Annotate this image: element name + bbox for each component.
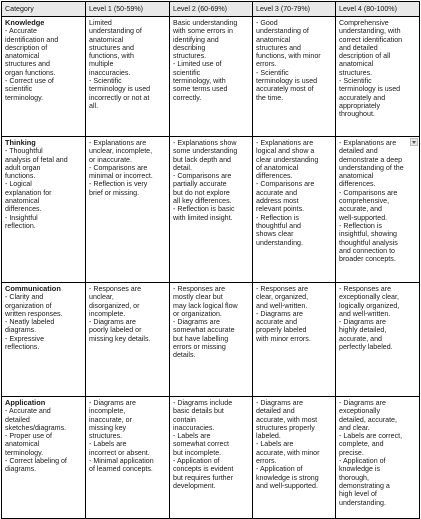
level-2-cell xyxy=(170,137,253,283)
category-criteria: - Thoughtful analysis of fetal and adult organ functions. - Logical explanation for anatomical differences. - Insightful reflection. xyxy=(5,147,68,230)
category-title: Thinking xyxy=(5,138,36,147)
level-1-text: - Explanations are unclear, incomplete, or inaccurate. - Comparisons are minimal or incorrect. - Reflection is very brief or missing. xyxy=(89,139,153,197)
category-cell xyxy=(2,17,86,137)
level-1-cell xyxy=(86,137,170,283)
table-row xyxy=(2,283,420,397)
level-4-cell xyxy=(336,283,420,397)
category-title: Knowledge xyxy=(5,18,45,27)
level-1-text: - Diagrams are incomplete, inaccurate, or missing key structures. - Labels are incorrect or absent. - Minimal application of learned concepts. xyxy=(89,399,154,474)
level-2-text: - Diagrams include basic details but contain inaccuracies. - Labels are somewhat correct but incomplete. - Application of concepts is evident but requires further development. xyxy=(173,399,234,490)
level-3-text: - Good understanding of anatomical structures and functions, with minor errors. - Scientific terminology is used accurately most of the time. xyxy=(256,19,321,102)
level-1-cell xyxy=(86,397,170,519)
category-cell xyxy=(2,137,86,283)
header-level-2: Level 2 (60-69%) xyxy=(170,2,253,17)
header-level-4: Level 4 (80-100%) xyxy=(336,2,420,17)
level-1-text: Limited understanding of anatomical structures and functions, with multiple inaccuracies. - Scientific terminology is used incorrectly or not at all. xyxy=(89,19,151,110)
header-row xyxy=(2,2,420,17)
level-4-cell xyxy=(336,17,420,137)
level-4-cell xyxy=(336,397,420,519)
level-4-text: Comprehensive understanding, with correct identification and detailed description of all anatomical structures. - Scientific terminology is used accurately and appropriately throughout. xyxy=(339,19,403,119)
category-cell xyxy=(2,397,86,519)
level-4-text: - Diagrams are exceptionally detailed, accurate, and clear. - Labels are correct, complete, and precise. - Application of knowledge is thorough, demonstrating a high level of understanding. xyxy=(339,399,403,507)
category-title: Communication xyxy=(5,284,61,293)
category-title: Application xyxy=(5,398,46,407)
level-4-cell[interactable] xyxy=(336,137,420,283)
dropdown-arrow-icon[interactable] xyxy=(410,138,418,146)
level-2-cell xyxy=(170,283,253,397)
level-3-cell xyxy=(253,137,336,283)
level-3-cell xyxy=(253,397,336,519)
category-criteria: - Accurate and detailed sketches/diagrams. - Proper use of anatomical terminology. - Correct labeling of diagrams. xyxy=(5,407,67,474)
level-3-text: - Explanations are logical and show a clear understanding of anatomical differences. - Comparisons are accurate and address most relevant points. - Reflection is thoughtful and shows clear understanding. xyxy=(256,139,319,247)
level-3-text: - Diagrams are detailed and accurate, with most structures properly labeled. - Labels are accurate, with minor errors. - Application of knowledge is strong and well-supported. xyxy=(256,399,320,490)
level-1-cell xyxy=(86,17,170,137)
level-3-cell xyxy=(253,17,336,137)
table-row xyxy=(2,137,420,283)
level-3-text: - Responses are clear, organized, and well-written. - Diagrams are accurate and properly labeled with minor errors. xyxy=(256,285,311,343)
header-category: Category xyxy=(2,2,86,17)
level-3-cell xyxy=(253,283,336,397)
category-criteria: - Clarity and organization of written responses. - Neatly labeled diagrams. - Expressive reflections. xyxy=(5,293,63,352)
level-2-cell xyxy=(170,397,253,519)
level-2-text: - Explanations show some understanding but lack depth and detail. - Comparisons are partially accurate but do not explore all key differences. - Reflection is basic with limited insight. xyxy=(173,139,238,222)
rubric-table xyxy=(1,1,420,519)
category-cell xyxy=(2,283,86,397)
level-4-text: - Responses are exceptionally clear, logically organized, and well-written. - Diagrams are highly detailed, accurate, and perfectly labeled. xyxy=(339,285,400,352)
table-row xyxy=(2,397,420,519)
table-row xyxy=(2,17,420,137)
category-criteria: - Accurate identification and description of anatomical structures and organ functions. - Correct use of scientific terminology. xyxy=(5,27,59,102)
level-2-text: Basic understanding with some errors in identifying and describing structures. - Limited use of scientific terminology, with some terms used correctly. xyxy=(173,19,238,102)
level-1-cell xyxy=(86,283,170,397)
header-level-3: Level 3 (70-79%) xyxy=(253,2,336,17)
level-2-cell xyxy=(170,17,253,137)
header-level-1: Level 1 (50-59%) xyxy=(86,2,170,17)
level-2-text: - Responses are mostly clear but may lack logical flow or organization. - Diagrams are somewhat accurate but have labelling errors or missing details. xyxy=(173,285,238,360)
level-1-text: - Responses are unclear, disorganized, or incomplete. - Diagrams are poorly labeled or missing key details. xyxy=(89,285,151,343)
level-4-text: - Explanations are detailed and demonstrate a deep understanding of the anatomical differences. - Comparisons are comprehensive, accurate, and well-supported. - Reflection is insightful, showing thoughtful analysis and connection to broader concepts. xyxy=(339,139,404,264)
